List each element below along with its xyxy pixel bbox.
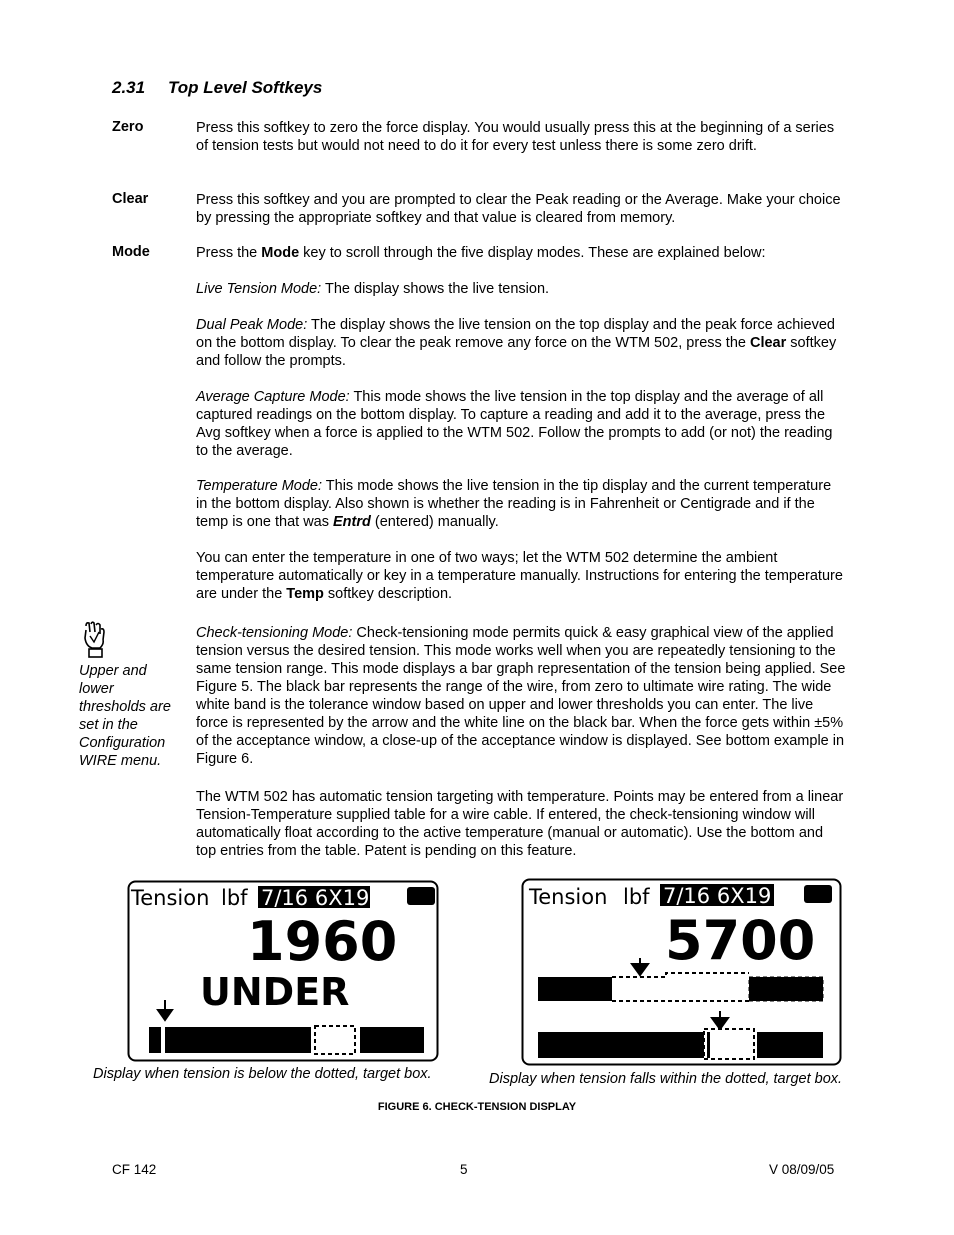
footer-version: V 08/09/05 bbox=[769, 1162, 835, 1177]
lcd-tension-label: Tension bbox=[131, 886, 210, 910]
lcd-display-under bbox=[127, 880, 439, 1064]
closeup-bar-left bbox=[538, 977, 612, 1001]
side-note: Upper and lower thresholds are set in the Configuration WIRE menu. bbox=[79, 663, 171, 769]
section-heading bbox=[112, 78, 322, 98]
zero-description: Press this softkey to zero the force display. You would usually press this at the beginning of a series of tension tests but would not need to do it for every test unless there is some zero drift. bbox=[196, 120, 835, 154]
range-bar-right bbox=[757, 1032, 823, 1058]
check-tensioning-mode: Check-tensioning Mode: Check-tensioning mode permits quick & easy graphical view of the applied tension versus the desired tension. This mode works well when you are repeatedly tensioning to the same tension range. This mode displays a bar graph representation of the tension being applied. See Figure 5. The black bar represents the range of the wire, from zero to ultimate wire rating. The wide white band is the tolerance window based on upper and lower thresholds you can enter. The live force is represented by the arrow and the white line on the black bar. When the force gets within ±5% of the acceptance window, a close-up of the acceptance window is displayed. See bottom example in Figure 6. bbox=[196, 625, 846, 767]
lcd-status: UNDER bbox=[200, 970, 350, 1014]
term-zero: Zero bbox=[112, 119, 144, 135]
range-bar-right bbox=[360, 1027, 424, 1053]
lcd-unit-label: lbf bbox=[623, 885, 650, 909]
footer-doc-id: CF 142 bbox=[112, 1162, 157, 1177]
closeup-bar-right bbox=[749, 977, 823, 1001]
figure-title: FIGURE 6. CHECK-TENSION DISPLAY bbox=[377, 1101, 577, 1113]
temperature-mode: Temperature Mode: This mode shows the live tension in the tip display and the current temperature in the bottom display. Also shown is whether the reading is in Fahrenheit or Centigrade and if the temp is one that was Entrd (entered) manually. bbox=[196, 478, 832, 530]
live-tension-mode: Live Tension Mode: The display shows the live tension. bbox=[196, 281, 550, 297]
target-box bbox=[704, 1029, 754, 1059]
lcd-wire-label: 7/16 6X19 bbox=[663, 884, 772, 908]
force-indicator bbox=[707, 1032, 710, 1058]
average-capture-mode: Average Capture Mode: This mode shows the live tension in the top display and the average of all captured readings on the bottom display. To capture a reading and add it to the average, press the Avg softkey when a force is applied to the WTM 502. Follow the prompts to add (or not) the reading to the average. bbox=[196, 389, 833, 459]
battery-icon bbox=[804, 885, 832, 903]
hand-note-icon bbox=[80, 620, 110, 660]
battery-icon bbox=[407, 887, 435, 905]
term-clear: Clear bbox=[112, 191, 149, 207]
caption-under: Display when tension is below the dotted, target box. bbox=[93, 1066, 432, 1082]
range-bar-left bbox=[165, 1027, 311, 1053]
lcd-value: 1960 bbox=[247, 910, 398, 973]
footer-page-number: 5 bbox=[460, 1162, 468, 1177]
section-number: 2.31 bbox=[112, 78, 146, 97]
clear-description: Press this softkey and you are prompted to clear the Peak reading or the Average. Make your choice by pressing the appropriate softkey and that value is cleared from memory. bbox=[196, 192, 841, 226]
lcd-wire-label: 7/16 6X19 bbox=[261, 886, 370, 910]
lcd-tension-label: Tension bbox=[529, 885, 608, 909]
mode-description: Press the Mode key to scroll through the five display modes. These are explained below: bbox=[196, 245, 766, 261]
target-box bbox=[315, 1026, 355, 1054]
term-mode: Mode bbox=[112, 244, 150, 260]
caption-within: Display when tension falls within the dotted, target box. bbox=[489, 1071, 843, 1087]
range-bar-left bbox=[538, 1032, 704, 1058]
lcd-display-within bbox=[521, 878, 843, 1068]
force-indicator bbox=[149, 1027, 161, 1053]
temperature-entry-note: You can enter the temperature in one of two ways; let the WTM 502 determine the ambient temperature automatically or key in a temperature manually. Instructions for entering the temperature are under the Temp softkey description. bbox=[196, 550, 843, 602]
section-title: Top Level Softkeys bbox=[168, 78, 323, 97]
lcd-unit-label: lbf bbox=[221, 886, 248, 910]
tension-targeting-note: The WTM 502 has automatic tension targeting with temperature. Points may be entered from a linear Tension-Temperature supplied table for a wire cable. If entered, the check-tensioning window will automatically float according to the active temperature (manual or automatic). Use the bottom and top entries from the table. Patent is pending on this feature. bbox=[196, 789, 844, 859]
lcd-value: 5700 bbox=[665, 909, 816, 972]
dual-peak-mode: Dual Peak Mode: The display shows the live tension on the top display and the peak force achieved on the bottom display. To clear the peak remove any force on the WTM 502, press the Clear softkey and follow the prompts. bbox=[196, 317, 837, 369]
